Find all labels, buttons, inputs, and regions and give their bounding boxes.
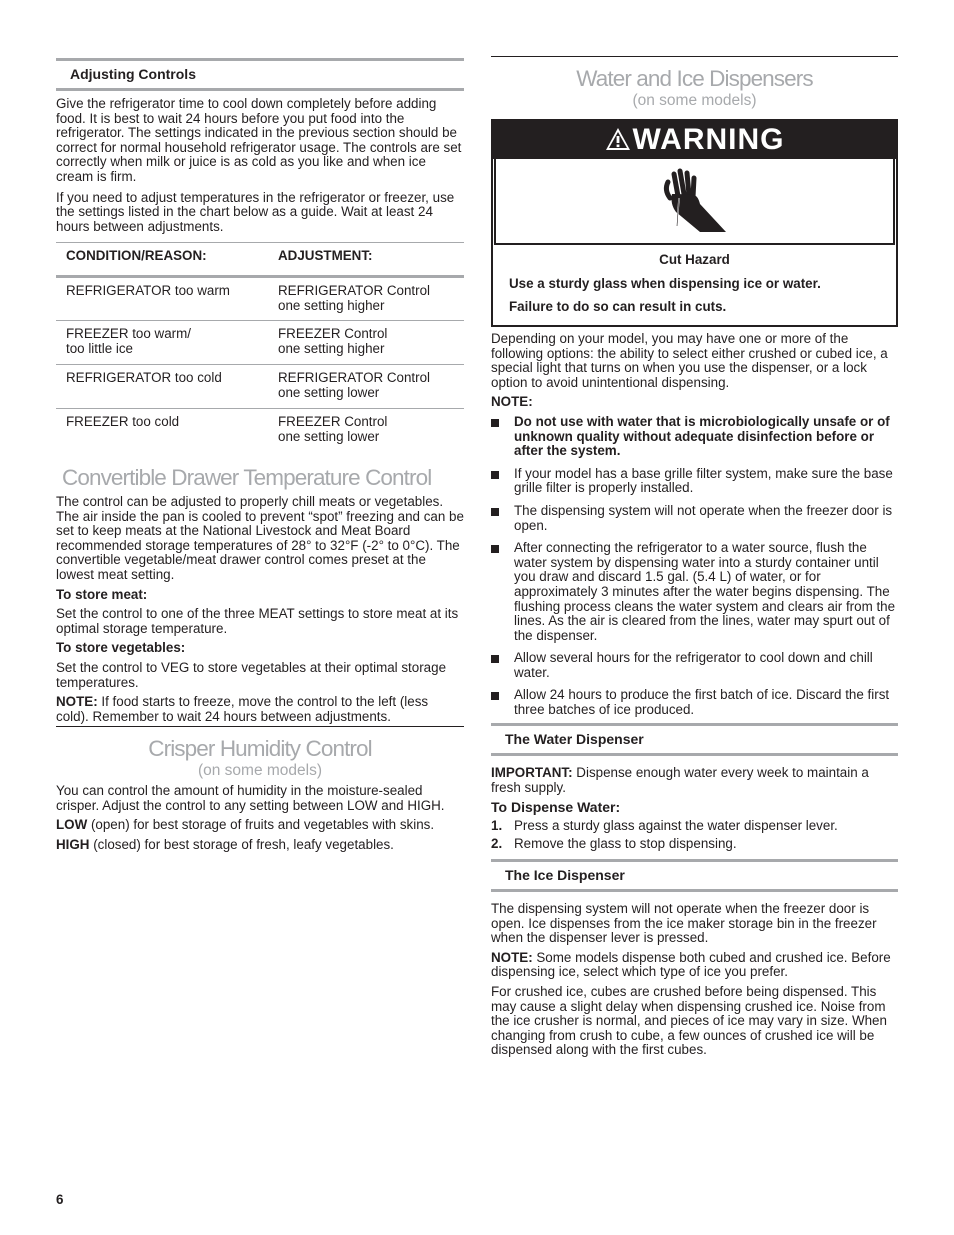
water-ice-subheading: (on some models) [632,92,757,109]
water-dispenser-section [491,723,898,856]
list-item: After connecting the refrigerator to a water source, flush the water system by dispensing water into a sturdy container until you draw and discard 1.5 gal. (5.4 L) of water, or for approximately 3 minutes after the water begins dispensing. The flushing process cleans the water system and clears air from the lines. As the air is cleared from the lines, water may spurt out of the dispenser. [491,541,898,643]
ice-dispenser-para1: The dispensing system will not operate when the freezer door is open. Ice dispenses from the ice maker storage bin in the freezer when the dispenser lever is pressed. [491,901,877,946]
cut-hazard-title: Cut Hazard [659,252,730,267]
water-ice-note-label: NOTE: [491,394,533,410]
store-meat-label: To store meat: [56,586,148,602]
table-cell-adjustment: REFRIGERATOR Control one setting lower [268,365,464,409]
bullet-square-icon [491,508,499,516]
water-dispenser-important: IMPORTANT: Dispense enough water every week to maintain a fresh supply. [491,765,869,795]
bullet-square-icon [491,655,499,663]
warning-text [493,245,896,325]
store-meat-text: Set the control to one of the three MEAT settings to store meat at its optimal storage temperature. [56,606,459,636]
warning-line1: Use a sturdy glass when dispensing ice or water. [509,275,821,291]
table-row [56,277,464,321]
list-item: 2. Remove the glass to stop dispensing. [491,836,737,852]
warning-box [491,119,898,327]
water-dispenser-heading: The Water Dispenser [491,723,898,756]
table-cell-adjustment: FREEZER Control one setting higher [268,321,464,365]
water-ice-heading: Water and Ice Dispensers [576,66,813,91]
warning-triangle-icon [605,127,631,151]
table-row [56,365,464,409]
crisper-high: HIGH (closed) for best storage of fresh, leafy vegetables. [56,836,394,852]
table-row [56,409,464,461]
ice-dispenser-heading: The Ice Dispenser [491,859,898,892]
water-ice-bullet-list [491,415,898,718]
list-item: Do not use with water that is microbiologically unsafe or of unknown quality without adequate disinfection before or after the system. [491,415,898,459]
adjusting-controls-para1: Give the refrigerator time to cool down completely before adding food. It is best to wait 24 hours before you put food into the refrigerator. The settings indicated in the previous section should be correct for normal household refrigerator usage. The controls are set correctly when milk or juice is as cold as you like and when ice cream is firm. [56,96,462,184]
water-ice-para1: Depending on your model, you may have one or more of the following options: the ability to select either crushed or cubed ice, a special light that turns on when you use the dispenser, or a lock option to avoid unintentional dispensing. [491,331,888,390]
to-dispense-water-label: To Dispense Water: [491,799,621,816]
page-number: 6 [56,1192,64,1207]
table-cell-condition: FREEZER too warm/ too little ice [56,321,268,365]
adjustment-table [56,242,464,461]
adjusting-controls-heading: Adjusting Controls [56,58,464,91]
list-item: Allow several hours for the refrigerator to cool down and chill water. [491,651,898,680]
list-item: If your model has a base grille filter system, make sure the base grille filter is properly installed. [491,467,898,496]
ice-dispenser-section [491,859,898,1058]
section-divider [491,56,898,57]
convertible-para1: The control can be adjusted to properly chill meats or vegetables. The air inside the pan is cooled to prevent “spot” freezing and can be set to keep meats at the National Livestock and Meat Board recommended storage temperatures of 28° to 32°F (-2° to 0°C). The convertible vegetable/meat drawer control comes preset at the lowest meat setting. [56,494,464,582]
store-veg-text: Set the control to VEG to store vegetables at their optimal storage temperatures. [56,659,447,690]
warning-line2: Failure to do so can result in cuts. [509,299,727,315]
bullet-square-icon [491,419,499,427]
list-item: Allow 24 hours to produce the first batch of ice. Discard the first three batches of ice produced. [491,688,898,717]
table-cell-adjustment: FREEZER Control one setting lower [268,409,464,461]
water-ice-body [491,332,898,718]
warning-title: WARNING [493,121,896,159]
ice-dispenser-para3: For crushed ice, cubes are crushed before being dispensed. This may cause a slight delay when dispensing crushed ice. Noise from the ice crusher is normal, and pieces of ice may vary in size. When changing from crush to cube, a few ounces of crushed ice will be dispensed along with the first cubes. [491,983,887,1058]
table-header-adjustment: ADJUSTMENT: [268,243,464,277]
table-cell-condition: REFRIGERATOR too cold [56,365,268,409]
list-item: 1. Press a sturdy glass against the water dispenser lever. [491,817,838,833]
water-dispenser-steps [491,819,898,852]
cut-hand-icon [660,168,730,234]
store-veg-label: To store vegetables: [56,640,186,656]
bullet-square-icon [491,692,499,700]
table-cell-condition: FREEZER too cold [56,409,268,461]
water-ice-section [491,66,898,110]
section-divider [56,726,464,727]
table-header-condition: CONDITION/REASON: [56,243,268,277]
table-cell-condition: REFRIGERATOR too warm [66,283,230,299]
table-cell-adjustment: REFRIGERATOR Control one setting higher [278,283,431,313]
bullet-square-icon [491,471,499,479]
crisper-para1: You can control the amount of humidity in the moisture-sealed crisper. Adjust the control to any setting between LOW and HIGH. [56,783,445,813]
crisper-low: LOW (open) for best storage of fruits and vegetables with skins. [56,817,435,833]
warning-image-panel [494,159,895,245]
bullet-square-icon [491,545,499,553]
table-row [56,321,464,365]
crisper-heading: Crisper Humidity Control [148,736,372,761]
convertible-note: NOTE: If food starts to freeze, move the control to the left (less cold). Remember to wait 24 hours between adjustments. [56,694,429,724]
crisper-section [56,736,464,852]
crisper-subheading: (on some models) [197,762,323,779]
adjusting-controls-para2: If you need to adjust temperatures in the refrigerator or freezer, use the settings listed in the chart below as a guide. Wait at least 24 hours between adjustments. [56,189,455,234]
list-item: The dispensing system will not operate when the freezer door is open. [491,504,898,533]
adjusting-controls-section [56,58,464,461]
ice-dispenser-note: NOTE: Some models dispense both cubed and crushed ice. Before dispensing ice, select which type of ice you prefer. [491,949,891,980]
convertible-drawer-section [56,465,464,724]
convertible-drawer-heading: Convertible Drawer Temperature Control [62,465,432,490]
